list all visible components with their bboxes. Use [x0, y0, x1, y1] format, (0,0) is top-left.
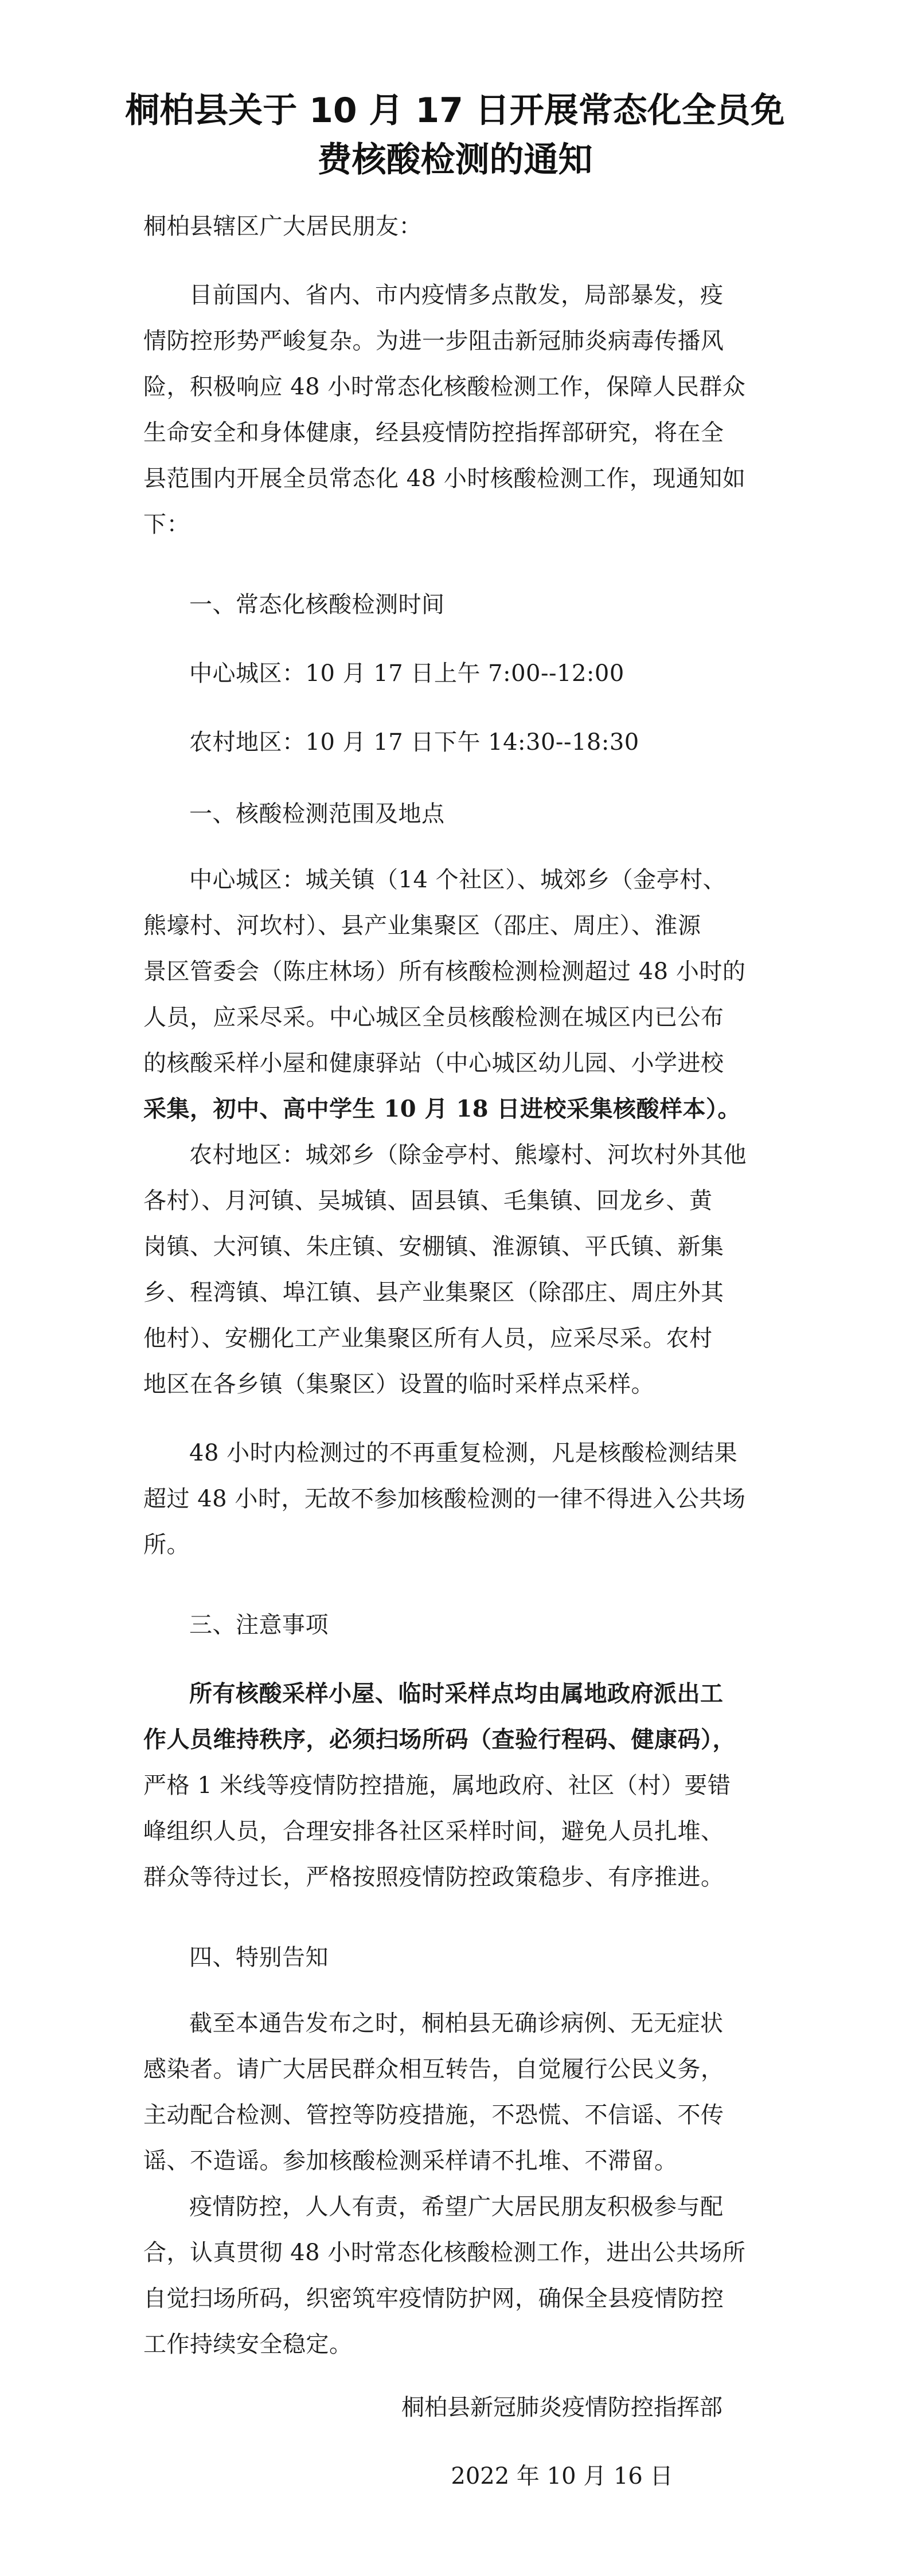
- appeal-line: 疫情防控，人人有责，希望广大居民朋友积极参与配: [189, 2194, 724, 2220]
- rural-scope-line: 农村地区：城郊乡（除金亭村、熊壕村、河坎村外其他: [189, 1142, 747, 1168]
- central-scope-line: 熊壕村、河坎村）、县产业集聚区（邵庄、周庄）、淮源: [143, 913, 701, 939]
- notice-line: 谣、不造谣。参加核酸检测采样请不扎堆、不滞留。: [143, 2148, 678, 2174]
- title-line-1: 桐柏县关于 10 月 17 日开展常态化全员免: [125, 91, 785, 131]
- intro-line: 情防控形势严峻复杂。为进一步阻击新冠肺炎病毒传播风: [143, 328, 724, 354]
- central-scope-line: 采集，初中、高中学生 10 月 18 日进校采集核酸样本）。: [143, 1095, 741, 1122]
- section-3-heading: 三、注意事项: [189, 1612, 329, 1638]
- retest-note-line: 所。: [143, 1532, 190, 1558]
- issue-date: 2022 年 10 月 16 日: [451, 2463, 673, 2489]
- rural-time: 农村地区：10 月 17 日下午 14:30--18:30: [189, 729, 639, 755]
- salutation: 桐柏县辖区广大居民朋友：: [143, 213, 422, 240]
- intro-line: 下：: [143, 511, 190, 538]
- precaution-line: 作人员维持秩序，必须扫场所码（查验行程码、健康码），: [143, 1726, 736, 1753]
- rural-scope-line: 乡、程湾镇、埠江镇、县产业集聚区（除邵庄、周庄外其: [143, 1279, 724, 1306]
- notice-line: 感染者。请广大居民群众相互转告，自觉履行公民义务，: [143, 2056, 724, 2082]
- precaution-line: 峰组织人员，合理安排各社区采样时间，避免人员扎堆、: [143, 1818, 724, 1845]
- section-2-heading: 一、核酸检测范围及地点: [189, 801, 445, 827]
- intro-line: 目前国内、省内、市内疫情多点散发，局部暴发，疫: [189, 282, 724, 308]
- appeal-line: 自觉扫场所码，织密筑牢疫情防护网，确保全县疫情防控: [143, 2285, 724, 2312]
- section-4-heading: 四、特别告知: [189, 1944, 329, 1971]
- central-scope-line: 人员，应采尽采。中心城区全员核酸检测在城区内已公布: [143, 1004, 724, 1031]
- appeal-line: 工作持续安全稳定。: [143, 2331, 353, 2358]
- retest-note-line: 超过 48 小时，无故不参加核酸检测的一律不得进入公共场: [143, 1486, 746, 1512]
- notice-line: 截至本通告发布之时，桐柏县无确诊病例、无无症状: [189, 2010, 724, 2037]
- central-time: 中心城区：10 月 17 日上午 7:00--12:00: [189, 660, 624, 687]
- issuing-organization: 桐柏县新冠肺炎疫情防控指挥部: [401, 2394, 722, 2421]
- section-1-heading: 一、常态化核酸检测时间: [189, 592, 445, 618]
- central-scope-line: 中心城区：城关镇（14 个社区）、城郊乡（金亭村、: [189, 867, 727, 893]
- rural-scope-line: 地区在各乡镇（集聚区）设置的临时采样点采样。: [143, 1371, 654, 1397]
- central-scope-line: 景区管委会（陈庄林场）所有核酸检测检测超过 48 小时的: [143, 958, 746, 985]
- central-scope-line: 的核酸采样小屋和健康驿站（中心城区幼儿园、小学进校: [143, 1050, 724, 1076]
- appeal-line: 合，认真贯彻 48 小时常态化核酸检测工作，进出公共场所: [143, 2240, 746, 2266]
- title-line-2: 费核酸检测的通知: [317, 140, 593, 180]
- notice-line: 主动配合检测、管控等防疫措施，不恐慌、不信谣、不传: [143, 2102, 724, 2128]
- precaution-line: 严格 1 米线等疫情防控措施，属地政府、社区（村）要错: [143, 1772, 731, 1799]
- intro-line: 县范围内开展全员常态化 48 小时核酸检测工作，现通知如: [143, 465, 746, 492]
- rural-scope-line: 各村）、月河镇、吴城镇、固县镇、毛集镇、回龙乡、黄: [143, 1188, 713, 1214]
- precaution-line: 群众等待过长，严格按照疫情防控政策稳步、有序推进。: [143, 1864, 724, 1890]
- retest-note-line: 48 小时内检测过的不再重复检测，凡是核酸检测结果: [189, 1440, 738, 1466]
- precaution-line: 所有核酸采样小屋、临时采样点均由属地政府派出工: [189, 1680, 724, 1707]
- intro-line: 生命安全和身体健康，经县疫情防控指挥部研究，将在全: [143, 420, 724, 446]
- intro-line: 险，积极响应 48 小时常态化核酸检测工作，保障人民群众: [143, 374, 746, 400]
- rural-scope-line: 岗镇、大河镇、朱庄镇、安棚镇、淮源镇、平氏镇、新集: [143, 1234, 724, 1260]
- rural-scope-line: 他村）、安棚化工产业集聚区所有人员，应采尽采。农村: [143, 1325, 713, 1352]
